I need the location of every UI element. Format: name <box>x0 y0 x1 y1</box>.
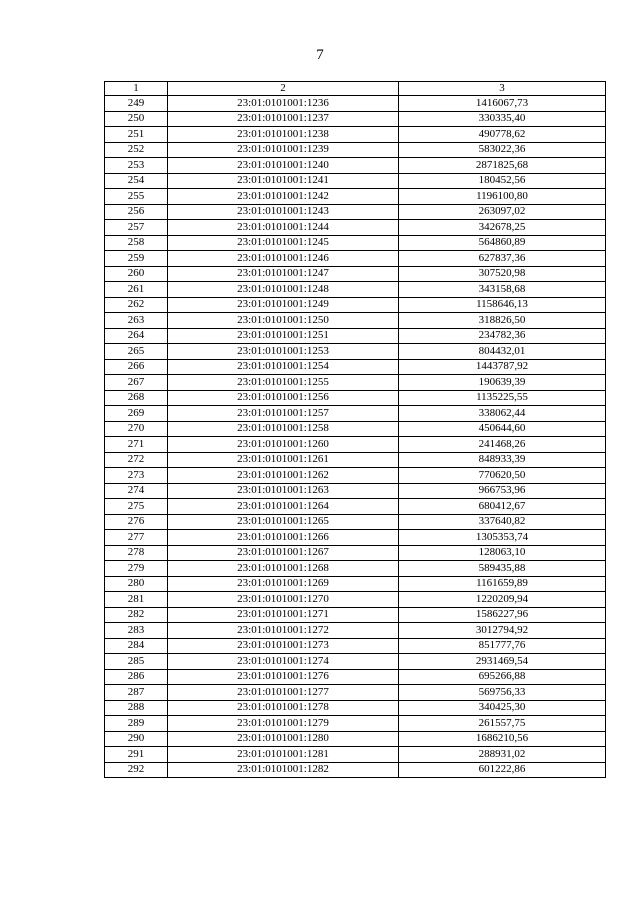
value-cell: 1158646,13 <box>399 297 606 313</box>
table-row <box>105 623 606 639</box>
row-number-cell: 282 <box>105 607 168 623</box>
value-cell: 330335,40 <box>399 111 606 127</box>
row-number-cell: 251 <box>105 127 168 143</box>
cadastral-number-cell: 23:01:0101001:1243 <box>168 204 399 220</box>
table-row <box>105 762 606 778</box>
cadastral-number-cell: 23:01:0101001:1266 <box>168 530 399 546</box>
value-cell: 340425,30 <box>399 700 606 716</box>
cadastral-number-cell: 23:01:0101001:1256 <box>168 390 399 406</box>
cadastral-number-cell: 23:01:0101001:1262 <box>168 468 399 484</box>
row-number-cell: 273 <box>105 468 168 484</box>
row-number-cell: 269 <box>105 406 168 422</box>
table-row <box>105 390 606 406</box>
cadastral-number-cell: 23:01:0101001:1270 <box>168 592 399 608</box>
table-row <box>105 313 606 329</box>
row-number-cell: 290 <box>105 731 168 747</box>
value-cell: 601222,86 <box>399 762 606 778</box>
table-row <box>105 545 606 561</box>
table-row <box>105 731 606 747</box>
data-table <box>104 81 606 778</box>
row-number-cell: 267 <box>105 375 168 391</box>
cadastral-number-cell: 23:01:0101001:1276 <box>168 669 399 685</box>
value-cell: 450644,60 <box>399 421 606 437</box>
table-row <box>105 421 606 437</box>
row-number-cell: 280 <box>105 576 168 592</box>
cadastral-number-cell: 23:01:0101001:1269 <box>168 576 399 592</box>
cadastral-number-cell: 23:01:0101001:1244 <box>168 220 399 236</box>
cadastral-number-cell: 23:01:0101001:1249 <box>168 297 399 313</box>
value-cell: 337640,82 <box>399 514 606 530</box>
value-cell: 263097,02 <box>399 204 606 220</box>
cadastral-number-cell: 23:01:0101001:1280 <box>168 731 399 747</box>
row-number-cell: 274 <box>105 483 168 499</box>
row-number-cell: 270 <box>105 421 168 437</box>
cadastral-number-cell: 23:01:0101001:1246 <box>168 251 399 267</box>
row-number-cell: 284 <box>105 638 168 654</box>
table-header-row <box>105 82 606 96</box>
value-cell: 1135225,55 <box>399 390 606 406</box>
table-row <box>105 685 606 701</box>
row-number-cell: 278 <box>105 545 168 561</box>
cadastral-number-cell: 23:01:0101001:1273 <box>168 638 399 654</box>
header-cell-value: 3 <box>399 82 606 96</box>
table-row <box>105 189 606 205</box>
value-cell: 3012794,92 <box>399 623 606 639</box>
row-number-cell: 257 <box>105 220 168 236</box>
value-cell: 342678,25 <box>399 220 606 236</box>
cadastral-number-cell: 23:01:0101001:1277 <box>168 685 399 701</box>
row-number-cell: 281 <box>105 592 168 608</box>
table-row <box>105 282 606 298</box>
value-cell: 318826,50 <box>399 313 606 329</box>
cadastral-number-cell: 23:01:0101001:1247 <box>168 266 399 282</box>
header-cell-number: 1 <box>105 82 168 96</box>
cadastral-number-cell: 23:01:0101001:1271 <box>168 607 399 623</box>
row-number-cell: 266 <box>105 359 168 375</box>
row-number-cell: 265 <box>105 344 168 360</box>
table-row <box>105 483 606 499</box>
value-cell: 1161659,89 <box>399 576 606 592</box>
table-row <box>105 514 606 530</box>
cadastral-number-cell: 23:01:0101001:1274 <box>168 654 399 670</box>
table-row <box>105 654 606 670</box>
table-row <box>105 437 606 453</box>
table-row <box>105 220 606 236</box>
table-row <box>105 297 606 313</box>
cadastral-number-cell: 23:01:0101001:1257 <box>168 406 399 422</box>
cadastral-number-cell: 23:01:0101001:1265 <box>168 514 399 530</box>
table-row <box>105 530 606 546</box>
value-cell: 1443787,92 <box>399 359 606 375</box>
value-cell: 1686210,56 <box>399 731 606 747</box>
cadastral-number-cell: 23:01:0101001:1278 <box>168 700 399 716</box>
value-cell: 848933,39 <box>399 452 606 468</box>
table-row <box>105 747 606 763</box>
table-row <box>105 251 606 267</box>
table-row <box>105 576 606 592</box>
value-cell: 288931,02 <box>399 747 606 763</box>
table-row <box>105 592 606 608</box>
table-row <box>105 607 606 623</box>
table-row <box>105 328 606 344</box>
cadastral-number-cell: 23:01:0101001:1260 <box>168 437 399 453</box>
table-row <box>105 468 606 484</box>
value-cell: 338062,44 <box>399 406 606 422</box>
row-number-cell: 255 <box>105 189 168 205</box>
table-row <box>105 127 606 143</box>
value-cell: 128063,10 <box>399 545 606 561</box>
row-number-cell: 261 <box>105 282 168 298</box>
value-cell: 241468,26 <box>399 437 606 453</box>
value-cell: 627837,36 <box>399 251 606 267</box>
table-row <box>105 359 606 375</box>
table-row <box>105 452 606 468</box>
table-row <box>105 669 606 685</box>
cadastral-number-cell: 23:01:0101001:1263 <box>168 483 399 499</box>
value-cell: 680412,67 <box>399 499 606 515</box>
cadastral-number-cell: 23:01:0101001:1237 <box>168 111 399 127</box>
cadastral-number-cell: 23:01:0101001:1268 <box>168 561 399 577</box>
row-number-cell: 288 <box>105 700 168 716</box>
table-row <box>105 700 606 716</box>
table-row <box>105 716 606 732</box>
row-number-cell: 262 <box>105 297 168 313</box>
row-number-cell: 271 <box>105 437 168 453</box>
table-row <box>105 499 606 515</box>
cadastral-number-cell: 23:01:0101001:1281 <box>168 747 399 763</box>
value-cell: 1586227,96 <box>399 607 606 623</box>
table-row <box>105 344 606 360</box>
table-row <box>105 266 606 282</box>
cadastral-number-cell: 23:01:0101001:1279 <box>168 716 399 732</box>
value-cell: 1220209,94 <box>399 592 606 608</box>
cadastral-number-cell: 23:01:0101001:1250 <box>168 313 399 329</box>
table-row <box>105 96 606 112</box>
cadastral-number-cell: 23:01:0101001:1238 <box>168 127 399 143</box>
row-number-cell: 268 <box>105 390 168 406</box>
row-number-cell: 253 <box>105 158 168 174</box>
value-cell: 261557,75 <box>399 716 606 732</box>
row-number-cell: 272 <box>105 452 168 468</box>
row-number-cell: 287 <box>105 685 168 701</box>
row-number-cell: 285 <box>105 654 168 670</box>
cadastral-number-cell: 23:01:0101001:1264 <box>168 499 399 515</box>
table-row <box>105 561 606 577</box>
table-body <box>105 82 606 778</box>
header-cell-cadastral: 2 <box>168 82 399 96</box>
cadastral-number-cell: 23:01:0101001:1236 <box>168 96 399 112</box>
row-number-cell: 289 <box>105 716 168 732</box>
value-cell: 569756,33 <box>399 685 606 701</box>
value-cell: 589435,88 <box>399 561 606 577</box>
cadastral-number-cell: 23:01:0101001:1251 <box>168 328 399 344</box>
cadastral-number-cell: 23:01:0101001:1253 <box>168 344 399 360</box>
value-cell: 564860,89 <box>399 235 606 251</box>
row-number-cell: 250 <box>105 111 168 127</box>
row-number-cell: 249 <box>105 96 168 112</box>
value-cell: 307520,98 <box>399 266 606 282</box>
row-number-cell: 264 <box>105 328 168 344</box>
value-cell: 490778,62 <box>399 127 606 143</box>
row-number-cell: 275 <box>105 499 168 515</box>
row-number-cell: 258 <box>105 235 168 251</box>
table-row <box>105 375 606 391</box>
cadastral-number-cell: 23:01:0101001:1242 <box>168 189 399 205</box>
page-number: 7 <box>316 47 324 63</box>
row-number-cell: 254 <box>105 173 168 189</box>
value-cell: 770620,50 <box>399 468 606 484</box>
cadastral-number-cell: 23:01:0101001:1240 <box>168 158 399 174</box>
row-number-cell: 279 <box>105 561 168 577</box>
value-cell: 2931469,54 <box>399 654 606 670</box>
row-number-cell: 260 <box>105 266 168 282</box>
cadastral-number-cell: 23:01:0101001:1254 <box>168 359 399 375</box>
cadastral-number-cell: 23:01:0101001:1239 <box>168 142 399 158</box>
row-number-cell: 283 <box>105 623 168 639</box>
row-number-cell: 292 <box>105 762 168 778</box>
row-number-cell: 291 <box>105 747 168 763</box>
value-cell: 234782,36 <box>399 328 606 344</box>
table-row <box>105 638 606 654</box>
cadastral-number-cell: 23:01:0101001:1261 <box>168 452 399 468</box>
value-cell: 190639,39 <box>399 375 606 391</box>
table-row <box>105 204 606 220</box>
cadastral-number-cell: 23:01:0101001:1258 <box>168 421 399 437</box>
row-number-cell: 263 <box>105 313 168 329</box>
value-cell: 1305353,74 <box>399 530 606 546</box>
value-cell: 695266,88 <box>399 669 606 685</box>
cadastral-number-cell: 23:01:0101001:1272 <box>168 623 399 639</box>
table-row <box>105 173 606 189</box>
value-cell: 2871825,68 <box>399 158 606 174</box>
cadastral-number-cell: 23:01:0101001:1245 <box>168 235 399 251</box>
value-cell: 851777,76 <box>399 638 606 654</box>
cadastral-number-cell: 23:01:0101001:1248 <box>168 282 399 298</box>
value-cell: 583022,36 <box>399 142 606 158</box>
row-number-cell: 252 <box>105 142 168 158</box>
value-cell: 966753,96 <box>399 483 606 499</box>
value-cell: 343158,68 <box>399 282 606 298</box>
row-number-cell: 277 <box>105 530 168 546</box>
cadastral-number-cell: 23:01:0101001:1267 <box>168 545 399 561</box>
row-number-cell: 259 <box>105 251 168 267</box>
table-row <box>105 111 606 127</box>
table-row <box>105 235 606 251</box>
row-number-cell: 286 <box>105 669 168 685</box>
table-row <box>105 142 606 158</box>
table-row <box>105 158 606 174</box>
cadastral-number-cell: 23:01:0101001:1255 <box>168 375 399 391</box>
cadastral-number-cell: 23:01:0101001:1241 <box>168 173 399 189</box>
table-row <box>105 406 606 422</box>
value-cell: 804432,01 <box>399 344 606 360</box>
cadastral-number-cell: 23:01:0101001:1282 <box>168 762 399 778</box>
row-number-cell: 276 <box>105 514 168 530</box>
value-cell: 180452,56 <box>399 173 606 189</box>
value-cell: 1416067,73 <box>399 96 606 112</box>
value-cell: 1196100,80 <box>399 189 606 205</box>
row-number-cell: 256 <box>105 204 168 220</box>
